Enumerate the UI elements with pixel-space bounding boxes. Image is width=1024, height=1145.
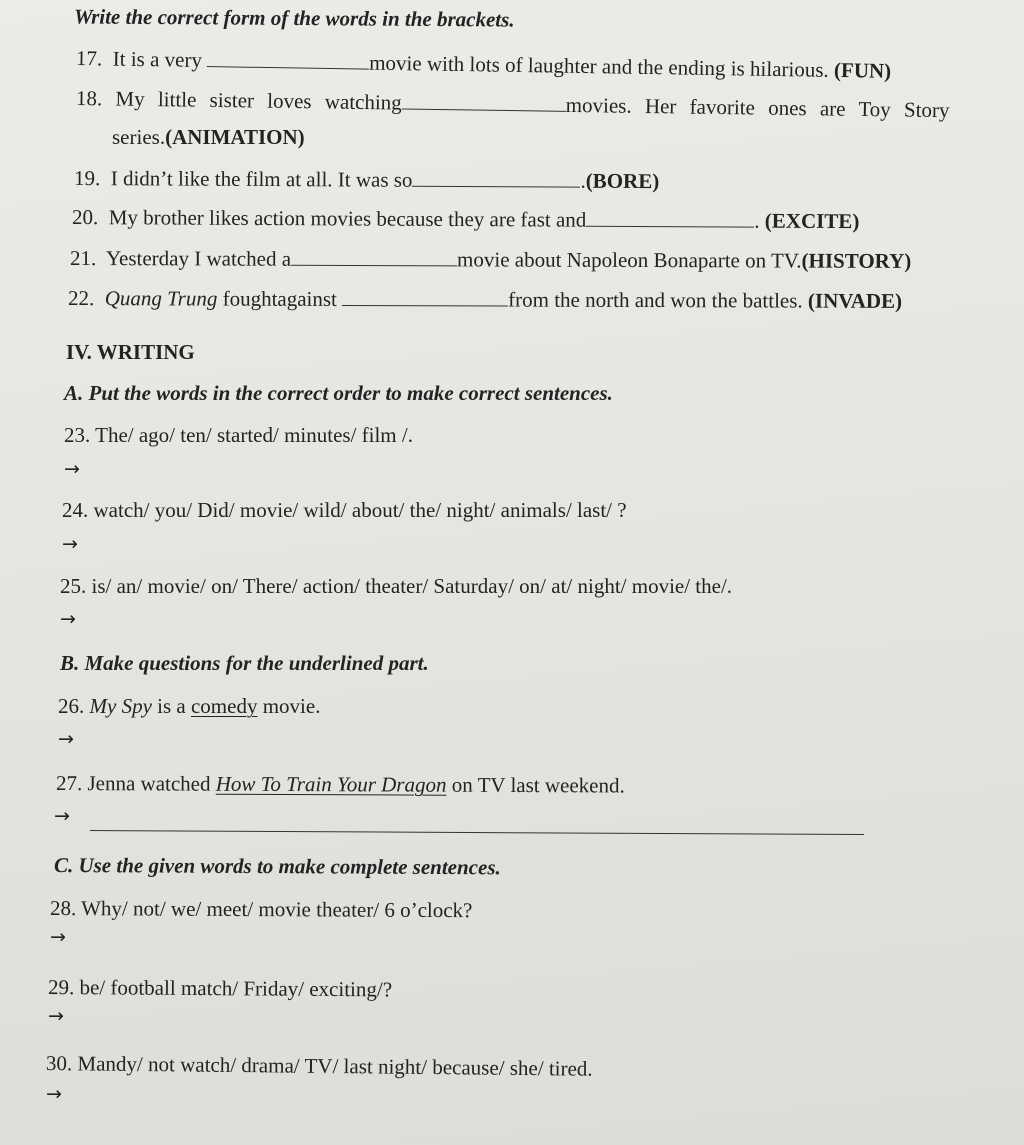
question-18: 18. My little sister loves watching movies. Her favorite ones are Toy Story xyxy=(75,86,950,123)
question-29: 29. be/ football match/ Friday/ exciting/? xyxy=(47,975,393,1002)
part-a-instruction: A. Put the words in the correct order to make correct sentences. xyxy=(64,381,613,405)
question-28: 28. Why/ not/ we/ meet/ movie theater/ 6 o’clock? xyxy=(49,896,473,923)
bleed-through-text xyxy=(700,340,704,357)
answer-arrow-25[interactable]: → xyxy=(60,608,76,630)
question-24: 24. watch/ you/ Did/ movie/ wild/ about/ the/ night/ animals/ last/ ? xyxy=(62,498,627,522)
answer-blank-22[interactable] xyxy=(342,305,508,307)
answer-blank-18[interactable] xyxy=(402,109,566,112)
question-27: 27. Jenna watched How To Train Your Dragon on TV last weekend. xyxy=(55,771,625,798)
question-25: 25. is/ an/ movie/ on/ There/ action/ theater/ Saturday/ on/ at/ night/ movie/ the/. xyxy=(60,574,733,598)
part-b-instruction: B. Make questions for the underlined part. xyxy=(60,651,429,675)
answer-blank-21[interactable] xyxy=(291,265,457,267)
answer-blank-20[interactable] xyxy=(586,226,754,228)
answer-arrow-29[interactable]: → xyxy=(48,1005,64,1027)
answer-arrow-28[interactable]: → xyxy=(50,926,66,948)
answer-arrow-23[interactable]: → xyxy=(64,458,80,480)
question-23: 23. The/ ago/ ten/ started/ minutes/ film /. xyxy=(64,423,413,447)
answer-blank-19[interactable] xyxy=(412,186,580,188)
question-22: 22. Quang Trung foughtagainst from the north and won the battles. (INVADE) xyxy=(67,286,903,313)
section-title-writing: IV. WRITING xyxy=(66,340,195,364)
question-19: 19. I didn’t like the film at all. It was so .(BORE) xyxy=(73,166,660,194)
question-26: 26. My Spy is a comedy movie. xyxy=(58,694,321,718)
question-18-line2: series.(ANIMATION) xyxy=(112,125,305,149)
question-21: 21. Yesterday I watched a movie about Napoleon Bonaparte on TV.(HISTORY) xyxy=(69,246,912,273)
answer-line-27[interactable] xyxy=(90,830,864,835)
answer-arrow-30[interactable]: → xyxy=(46,1083,62,1105)
section-instruction: Write the correct form of the words in the brackets. xyxy=(73,4,515,32)
question-17: 17. It is a very movie with lots of laughter and the ending is hilarious. (FUN) xyxy=(75,46,892,83)
question-20: 20. My brother likes action movies because they are fast and . (EXCITE) xyxy=(71,205,860,234)
question-30: 30. Mandy/ not watch/ drama/ TV/ last night/ because/ she/ tired. xyxy=(45,1051,593,1081)
answer-arrow-27[interactable]: → xyxy=(54,805,70,827)
answer-blank-17[interactable] xyxy=(207,66,369,70)
answer-arrow-24[interactable]: → xyxy=(62,533,78,555)
answer-arrow-26[interactable]: → xyxy=(58,728,74,750)
part-c-instruction: C. Use the given words to make complete sentences. xyxy=(53,853,501,880)
